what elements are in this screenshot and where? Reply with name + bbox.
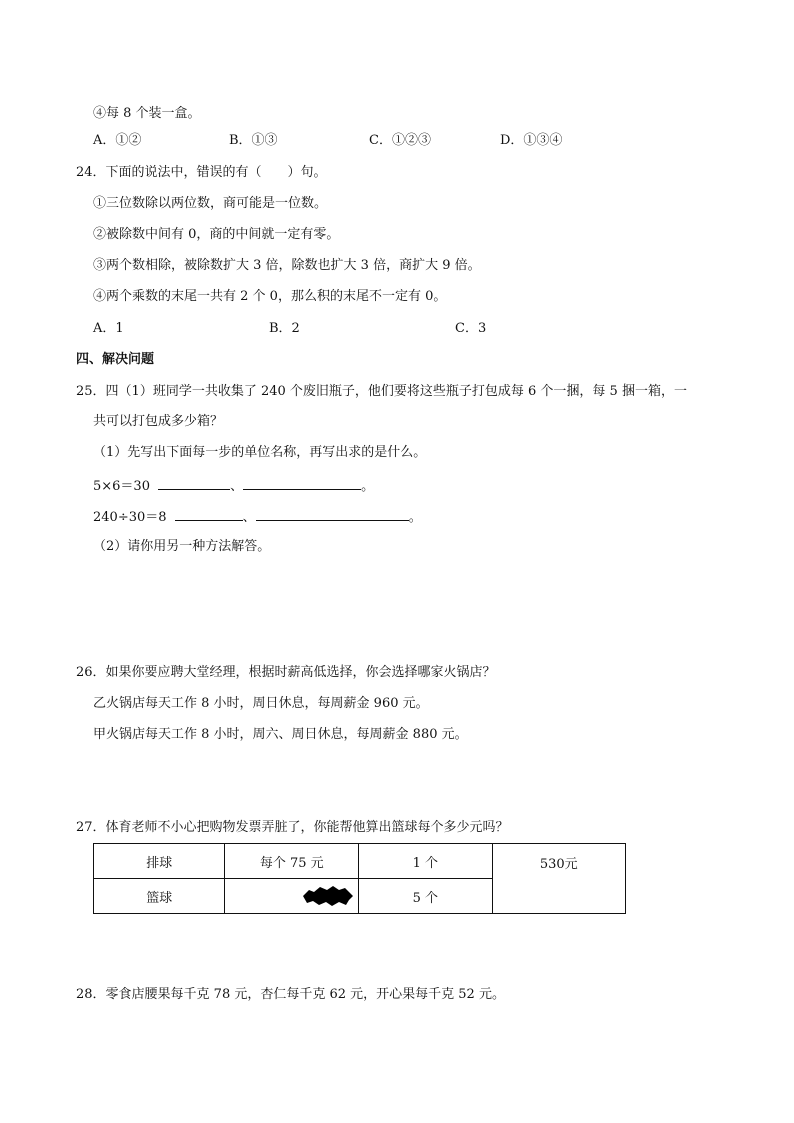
- q28-stem: 28．零食店腰果每千克 78 元，杏仁每千克 62 元，开心果每千克 52 元。: [76, 987, 505, 1002]
- q25-blank-1b[interactable]: [243, 477, 361, 490]
- q23-option-a[interactable]: A．①②: [93, 133, 142, 148]
- cell-total: 530元: [492, 844, 626, 914]
- invoice-table: [93, 843, 626, 914]
- q25-equation-2: 240÷30＝8: [93, 510, 167, 525]
- table-row: [94, 844, 626, 879]
- q24-item-4: ④两个乘数的末尾一共有 2 个 0，那么积的末尾不一定有 0。: [93, 289, 447, 304]
- q25-part-1: （1）先写出下面每一步的单位名称，再写出求的是什么。: [93, 445, 427, 460]
- q25-stem-line-2: 共可以打包成多少箱？: [93, 414, 224, 429]
- q24-item-1: ①三位数除以两位数，商可能是一位数。: [93, 196, 328, 211]
- q25-equation-2-row: [93, 508, 422, 527]
- cell-item-basketball: 篮球: [94, 879, 225, 914]
- q25-blank-2b[interactable]: [256, 508, 409, 521]
- q25-blank-2a[interactable]: [175, 508, 243, 521]
- cell-price-basketball: [225, 879, 359, 914]
- ink-blot-icon: [300, 884, 354, 908]
- q24-option-a[interactable]: A．1: [93, 321, 124, 336]
- q25-end-2: 。: [408, 510, 422, 525]
- cell-item-volleyball: 排球: [94, 844, 225, 879]
- q25-sep-1: 、: [230, 479, 244, 494]
- q25-stem-line-1: 25．四（1）班同学一共收集了 240 个废旧瓶子，他们要将这些瓶子打包成每 6 个一捆，每 5 捆一箱，一: [76, 384, 687, 399]
- q26-line-1: 乙火锅店每天工作 8 小时，周日休息，每周薪金 960 元。: [93, 696, 429, 711]
- q25-equation-1: 5×6＝30: [93, 479, 150, 494]
- q24-stem: 24．下面的说法中，错误的有（ ）句。: [76, 165, 327, 180]
- cell-qty-volleyball: 1 个: [359, 844, 492, 879]
- q24-item-3: ③两个数相除，被除数扩大 3 倍，除数也扩大 3 倍，商扩大 9 倍。: [93, 258, 481, 273]
- q23-item-4: ④每 8 个装一盒。: [93, 106, 201, 121]
- q25-sep-2: 、: [242, 510, 256, 525]
- section-heading: 四、解决问题: [76, 352, 155, 367]
- q25-part-2: （2）请你用另一种方法解答。: [93, 539, 271, 554]
- q27-stem: 27．体育老师不小心把购物发票弄脏了，你能帮他算出篮球每个多少元吗？: [76, 820, 509, 835]
- q25-blank-1a[interactable]: [158, 477, 230, 490]
- q23-option-c[interactable]: C．①②③: [369, 133, 431, 148]
- q26-stem: 26．如果你要应聘大堂经理，根据时薪高低选择，你会选择哪家火锅店？: [76, 665, 496, 680]
- q26-line-2: 甲火锅店每天工作 8 小时，周六、周日休息，每周薪金 880 元。: [93, 727, 468, 742]
- q23-option-d[interactable]: D．①③④: [500, 133, 563, 148]
- q25-equation-1-row: [93, 477, 374, 496]
- q24-option-b[interactable]: B．2: [269, 321, 300, 336]
- q24-option-c[interactable]: C．3: [455, 321, 487, 336]
- cell-price-volleyball: 每个 75 元: [225, 844, 359, 879]
- q25-end-1: 。: [361, 479, 375, 494]
- q23-option-b[interactable]: B．①③: [229, 133, 278, 148]
- cell-qty-basketball: 5 个: [359, 879, 492, 914]
- q24-item-2: ②被除数中间有 0，商的中间就一定有零。: [93, 227, 340, 242]
